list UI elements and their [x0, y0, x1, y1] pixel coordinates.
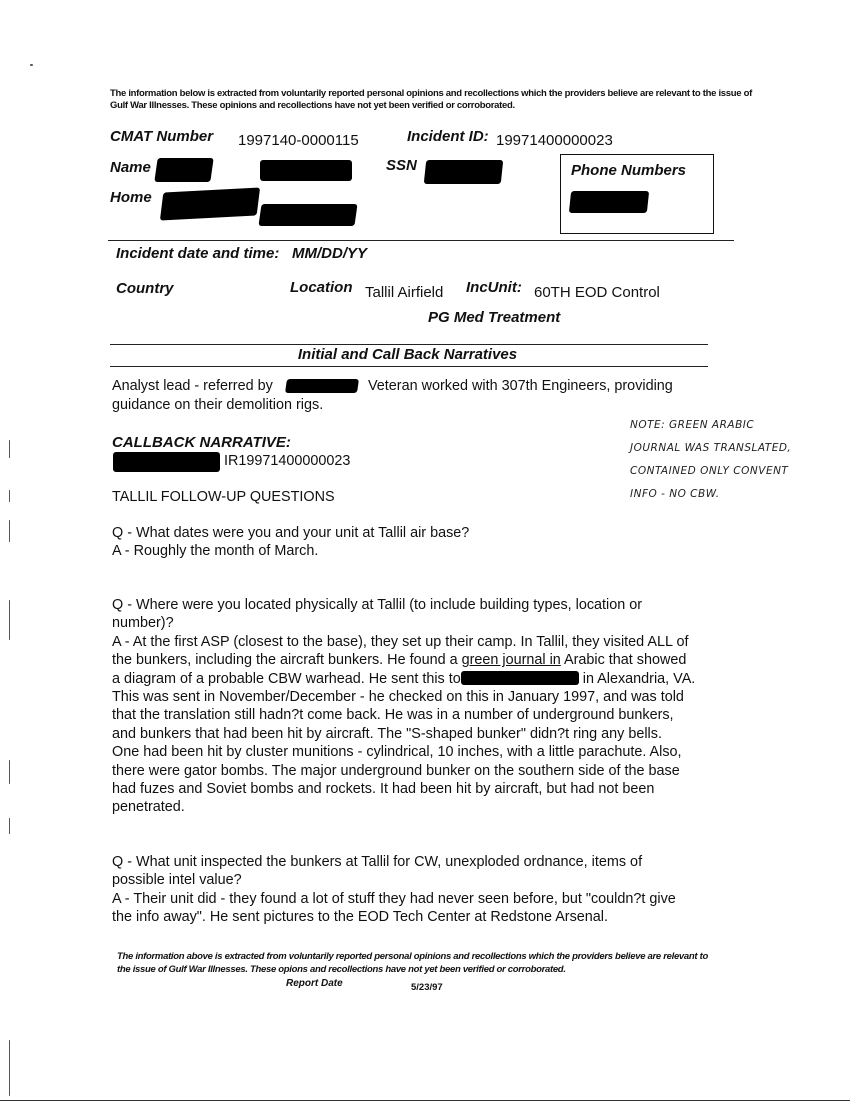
question-2-block — [112, 596, 752, 817]
scan-mark — [9, 818, 10, 834]
incunit-value: 60TH EOD Control — [534, 284, 660, 301]
name-label: Name — [110, 159, 151, 176]
answer-2-line: This was sent in November/December - he checked on this in January 1997, and was told — [112, 689, 684, 706]
report-date-value: 5/23/97 — [411, 982, 443, 993]
question-1: Q - What dates were you and your unit at Tallil air base? — [112, 525, 470, 541]
redaction-phone — [569, 191, 649, 213]
followup-heading: TALLIL FOLLOW-UP QUESTIONS — [112, 489, 335, 505]
answer-2-line: had fuzes and Soviet bombs and rockets. It had been hit by aircraft, but had not been — [112, 781, 655, 798]
analyst-lead-text-line2: guidance on their demolition rigs. — [112, 397, 324, 413]
question-2-cont: number)? — [112, 615, 174, 632]
answer-2-line — [112, 651, 752, 669]
section-rule-bottom — [110, 366, 708, 367]
answer-2-text: in Alexandria, VA. — [582, 670, 696, 687]
answer-2-line: there were gator bombs. The major underground bunker on the southern side of the base — [112, 762, 680, 779]
redaction-ssn — [424, 160, 504, 184]
handwritten-note-line: JOURNAL WAS TRANSLATED, — [630, 442, 792, 454]
bottom-disclaimer: The information above is extracted from voluntarily reported personal opinions and recollections which the providers believe are relevant to the issue of Gulf War Illnesses. These opions and recollections have not yet been verified or corroborated. — [117, 951, 708, 975]
cmat-number-value: 1997140-0000115 — [238, 132, 359, 149]
answer-2-text: a diagram of a probable CBW warhead. He sent this to — [112, 670, 461, 687]
answer-2-line: penetrated. — [112, 799, 185, 816]
callback-reference: IR19971400000023 — [224, 453, 351, 469]
scan-mark — [9, 600, 10, 640]
incident-id-value: 19971400000023 — [496, 132, 613, 149]
green-journal-underlined: green journal in — [461, 652, 561, 669]
home-label: Home — [110, 189, 152, 206]
question-3-cont: possible intel value? — [112, 872, 242, 889]
question-1-block — [112, 524, 752, 561]
redaction-recipient — [461, 671, 579, 685]
top-disclaimer: The information below is extracted from voluntarily reported personal opinions and recollections which the providers believe are relevant to the issue of Gulf War Illnesses. These opinions and recollections have not yet been verified or corroborated. — [110, 88, 752, 111]
section-title: Initial and Call Back Narratives — [297, 346, 518, 363]
incident-date-value: MM/DD/YY — [292, 245, 367, 262]
scan-speck — [30, 64, 33, 66]
redaction-referrer — [285, 379, 359, 393]
section-rule-top — [110, 344, 708, 345]
phone-numbers-box — [560, 154, 714, 234]
incident-id-label: Incident ID: — [407, 128, 489, 145]
answer-2-line: One had been hit by cluster munitions - cylindrical, 10 inches, with a little parachute. Also, — [112, 744, 682, 761]
phone-numbers-label: Phone Numbers — [571, 162, 687, 179]
header-divider — [108, 240, 734, 241]
scan-mark — [9, 1040, 10, 1096]
answer-3-cont: the info away". He sent pictures to the EOD Tech Center at Redstone Arsenal. — [112, 909, 608, 926]
analyst-lead-text-cont: Veteran worked with 307th Engineers, providing — [368, 378, 673, 394]
question-3: Q - What unit inspected the bunkers at Tallil for CW, unexploded ordnance, items of — [112, 854, 643, 870]
handwritten-note-line: INFO - NO CBW. — [630, 488, 720, 500]
redaction-callback — [113, 452, 220, 472]
ssn-label: SSN — [386, 157, 417, 174]
question-3-block — [112, 853, 752, 927]
analyst-lead-text: Analyst lead - referred by — [112, 378, 273, 394]
incident-date-label: Incident date and time: — [116, 245, 280, 262]
location-label: Location — [290, 279, 353, 296]
location-value: Tallil Airfield — [365, 284, 444, 301]
scan-mark — [9, 760, 10, 784]
cmat-number-label: CMAT Number — [110, 128, 214, 145]
scan-mark — [9, 440, 10, 458]
report-date-label: Report Date — [286, 978, 343, 989]
redaction-name-2 — [260, 160, 352, 181]
scan-bottom-edge — [0, 1100, 850, 1101]
answer-2-line: that the translation still hadn?t come back. He was in a number of underground bunkers, — [112, 707, 674, 724]
answer-2-text: the bunkers, including the aircraft bunkers. He found a — [112, 652, 462, 669]
answer-2-line: and bunkers that had been hit by aircraft. The "S-shaped bunker" didn?t ring any bells. — [112, 725, 662, 742]
answer-3: A - Their unit did - they found a lot of stuff they had never seen before, but "couldn?t give — [112, 890, 676, 907]
scan-mark — [9, 490, 10, 502]
callback-narrative-heading: CALLBACK NARRATIVE: — [112, 434, 291, 451]
pg-med-treatment-label: PG Med Treatment — [428, 309, 561, 326]
scan-mark — [9, 520, 10, 542]
answer-2-text: Arabic that showed — [560, 652, 687, 669]
answer-1: A - Roughly the month of March. — [112, 543, 319, 560]
question-2: Q - Where were you located physically at Tallil (to include building types, location or — [112, 597, 643, 613]
answer-2-line: A - At the first ASP (closest to the base), they set up their camp. In Tallil, they visited ALL of — [112, 633, 689, 650]
handwritten-note-line: CONTAINED ONLY CONVENT — [630, 465, 789, 477]
redaction-home-2 — [258, 204, 357, 226]
country-label: Country — [116, 280, 174, 297]
handwritten-note — [630, 414, 830, 506]
answer-2-line — [112, 670, 752, 688]
redaction-home — [160, 188, 260, 221]
redaction-name — [154, 158, 213, 182]
incunit-label: IncUnit: — [466, 279, 522, 296]
handwritten-note-line: NOTE: GREEN ARABIC — [630, 419, 755, 431]
